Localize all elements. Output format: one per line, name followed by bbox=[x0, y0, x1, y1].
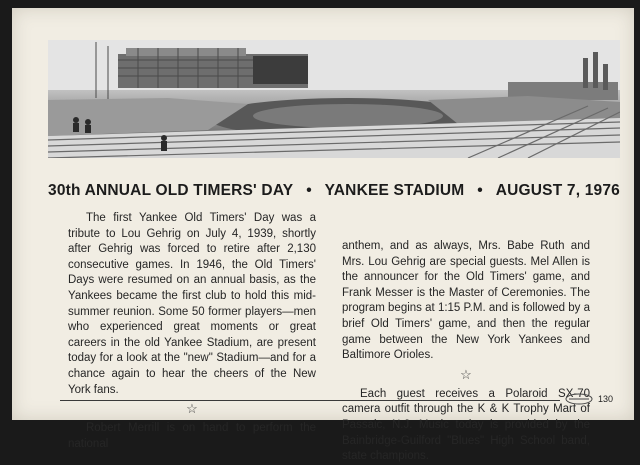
left-column bbox=[68, 211, 316, 452]
program-page bbox=[12, 8, 634, 463]
star-divider-icon: ☆ bbox=[186, 401, 198, 417]
page-number: 130 bbox=[598, 394, 614, 404]
paragraph-guest-gift: Each guest receives a Polaroid SX-70 camera outfit through the K & K Trophy Mart of Passaic, N.J. Music today is provided by the Bainbridge-Guilford "Blues" High School band, state champions. bbox=[342, 387, 590, 463]
right-column bbox=[342, 239, 590, 465]
paragraph-anthem-start: Robert Merrill is on hand to perform the national bbox=[68, 422, 316, 450]
publisher-logo-icon bbox=[565, 393, 593, 405]
paragraph-history: The first Yankee Old Timers' Day was a tribute to Lou Gehrig on July 4, 1939, shortly after Gehrig was forced to retire after 2,130 consecutive games. In 1946, the Old Timers' Days were resumed on an annual basis, as the Yankees became the first club to hold this mid-summer reunion. Some 50 former players—men who experienced great moments or great careers in the old Yankee Stadium, are present today for a look at the "new" Stadium—and for a chance again to hear the cheers of the New York fans. bbox=[68, 212, 316, 396]
bullet-separator: • bbox=[477, 182, 483, 199]
star-divider-icon: ☆ bbox=[460, 366, 472, 382]
paragraph-anthem-continued: anthem, and as always, Mrs. Babe Ruth and Mrs. Lou Gehrig are special guests. Mel Allen is the announcer for the Old Timers' game, and Frank Messer is the Master of Ceremonies. The program begins at 1:15 P.M. and is followed by a brief Old Timers' game, and then the regular game between the New York Yankees and Baltimore Orioles. bbox=[342, 240, 590, 362]
headline bbox=[48, 182, 620, 200]
venue-title: YANKEE STADIUM bbox=[324, 182, 465, 199]
bullet-separator: • bbox=[306, 182, 312, 199]
stadium-construction-photo bbox=[48, 40, 620, 158]
footer-rule bbox=[60, 400, 560, 401]
event-title: 30th ANNUAL OLD TIMERS' DAY bbox=[48, 182, 294, 199]
event-date: AUGUST 7, 1976 bbox=[495, 182, 620, 199]
